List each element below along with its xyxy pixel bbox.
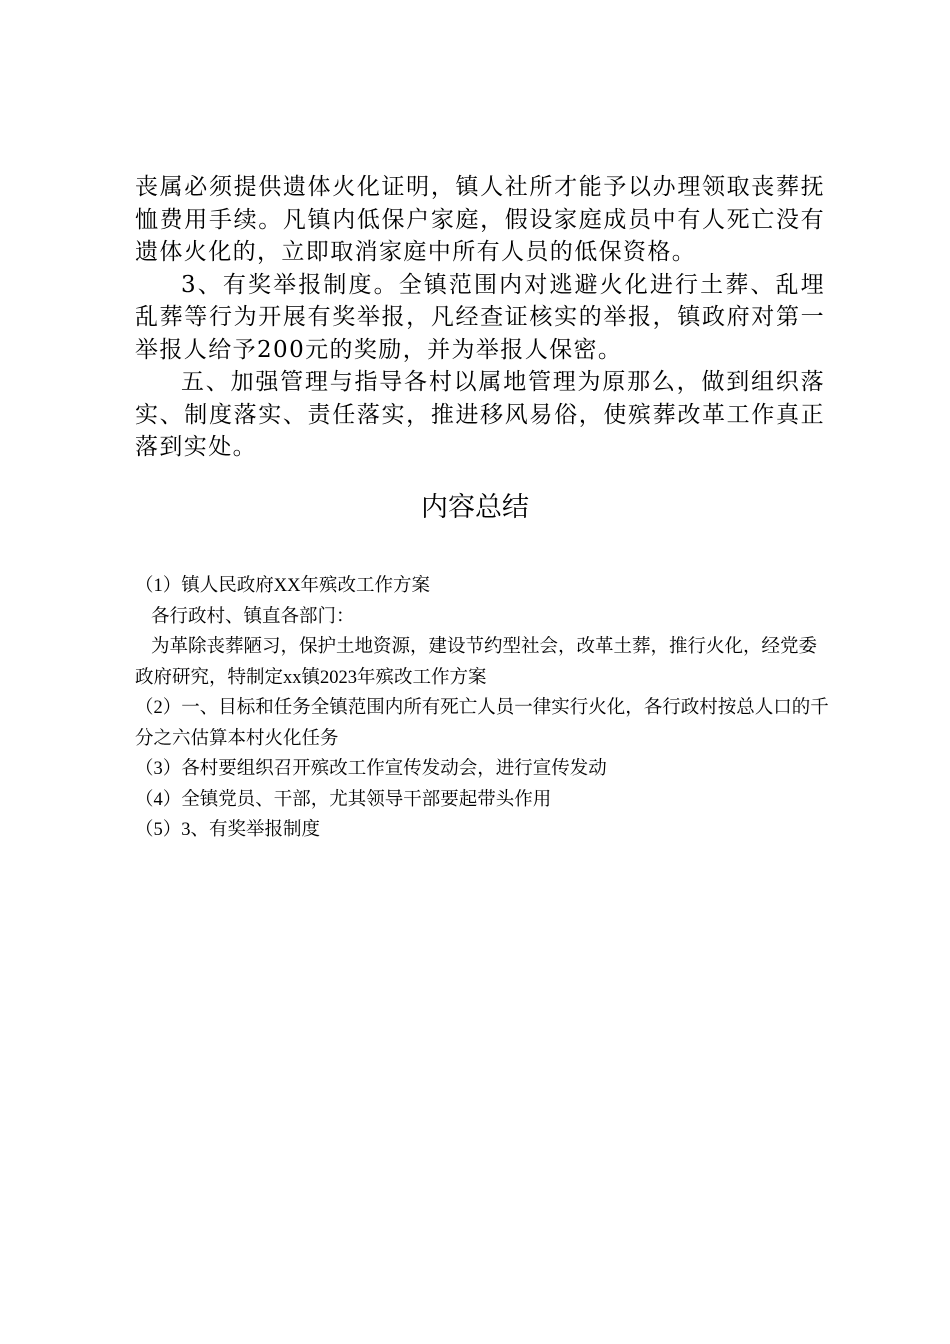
summary-item: （5）3、有奖举报制度: [135, 820, 321, 840]
summary-item: 为革除丧葬陋习，保护土地资源，建设节约型社会，改革土葬，推行火化，经党委政府研究，特制定xx镇2023年殡改工作方案: [135, 637, 818, 688]
summary-list: [135, 571, 835, 846]
summary-item: （1）镇人民政府XX年殡改工作方案: [135, 576, 430, 596]
body-text: [135, 171, 825, 464]
summary-title: 内容总结: [421, 492, 529, 523]
body-paragraph-3: 五、加强管理与指导各村以属地管理为原那么，做到组织落实、制度落实、责任落实，推进移风易俗，使殡葬改革工作真正落到实处。: [135, 369, 825, 460]
body-paragraph-2: 3、有奖举报制度。全镇范围内对逃避火化进行土葬、乱埋乱葬等行为开展有奖举报，凡经查证核实的举报，镇政府对第一举报人给予200元的奖励，并为举报人保密。: [135, 271, 825, 363]
body-paragraph-1: 丧属必须提供遗体火化证明，镇人社所才能予以办理领取丧葬抚恤费用手续。凡镇内低保户家庭，假设家庭成员中有人死亡没有遗体火化的，立即取消家庭中所有人员的低保资格。: [135, 174, 825, 265]
summary-item: 各行政村、镇直各部门：: [151, 606, 355, 627]
summary-item: （2）一、目标和任务全镇范围内所有死亡人员一律实行火化，各行政村按总人口的千分之六估算本村火化任务: [135, 698, 829, 749]
summary-item: （4）全镇党员、干部，尤其领导干部要起带头作用: [135, 789, 552, 810]
summary-item: （3）各村要组织召开殡改工作宣传发动会，进行宣传发动: [135, 759, 607, 779]
